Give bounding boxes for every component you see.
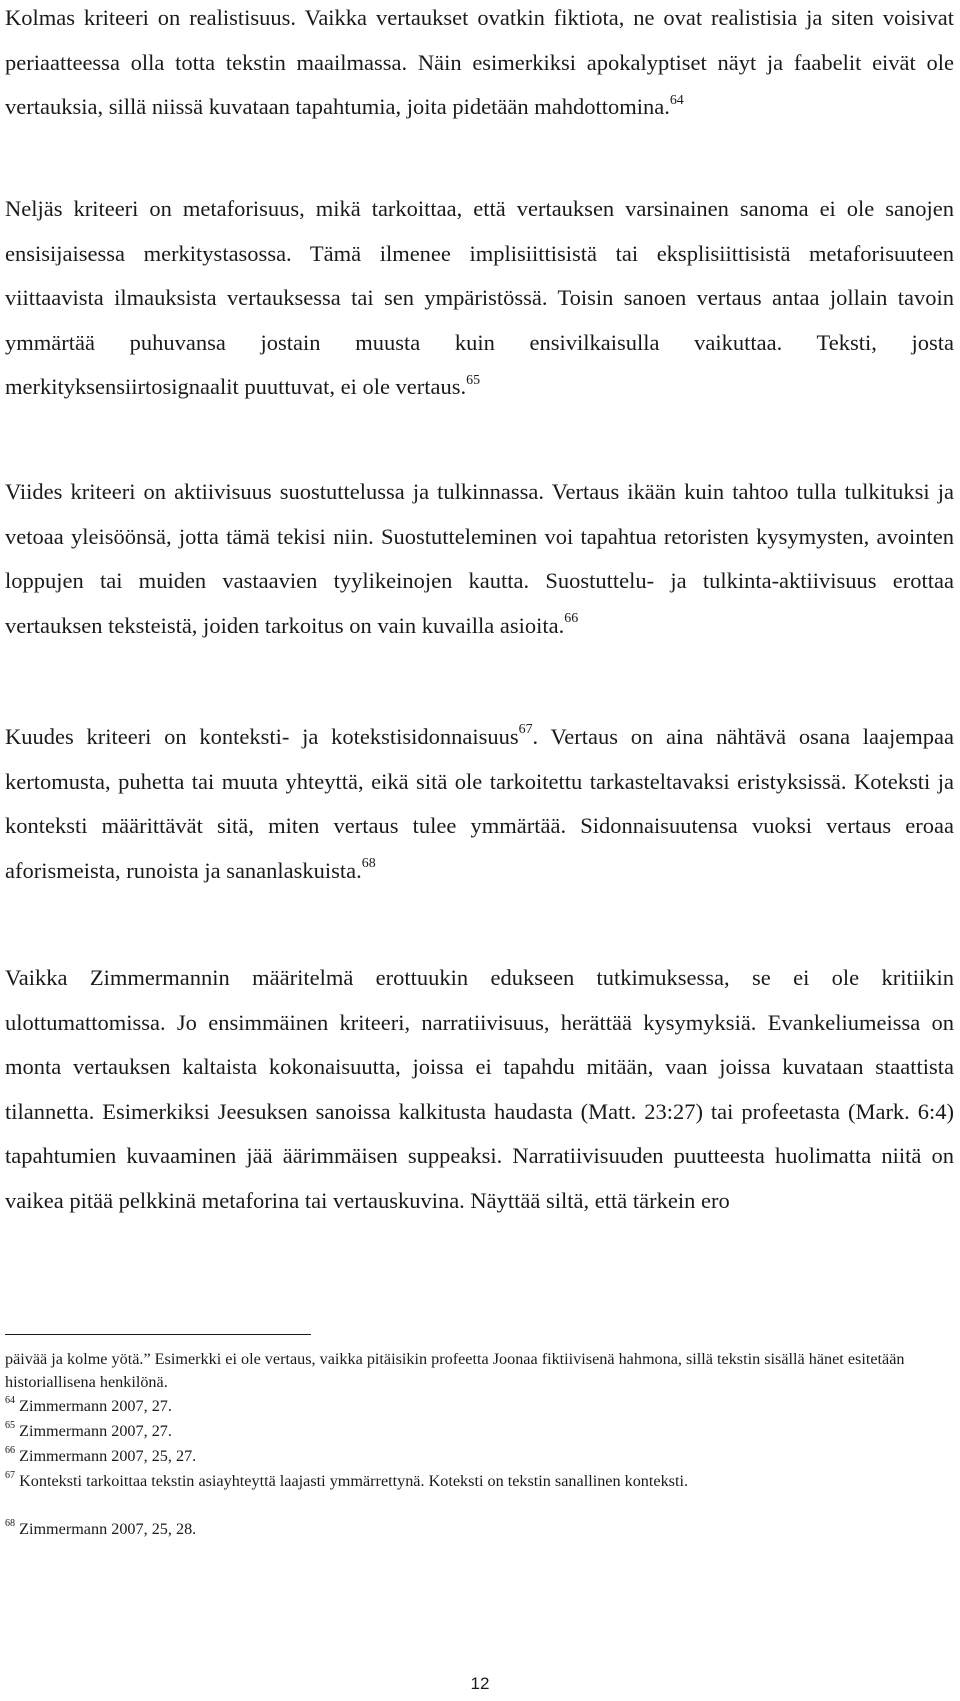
footnote-text: Zimmermann 2007, 25, 28. xyxy=(19,1520,197,1538)
paragraph-text: Vaikka Zimmermannin määritelmä erottuukin edukseen tutkimuksessa, se ei ole kritiikin ulottumattomissa. Jo ensimmäinen kriteeri, narratiivisuus, herättää kysymyksiä. Evankeliumeissa on monta vertauksen kaltaista kokonaisuutta, joissa ei tapahdu mitään, vaan joissa kuvataan staattista tilannetta. Esimerkiksi Jeesuksen sanoissa kalkitusta haudasta (Matt. 23:27) tai profeetasta (Mark. 6:4) tapahtumien kuvaaminen jää äärimmäisen suppeaksi. Narratiivisuuden puutteesta huolimatta niitä on vaikea pitää pelkkinä metaforina tai vertauskuvina. Näyttää siltä, että tärkein ero xyxy=(5,965,954,1213)
footnote-ref: 64 xyxy=(669,92,684,108)
footnote-ref: 68 xyxy=(361,856,376,872)
footnote-number: 67 xyxy=(5,1470,16,1482)
paragraph-realism xyxy=(5,0,954,130)
footnote-text: Zimmermann 2007, 25, 27. xyxy=(19,1447,197,1465)
paragraph-activity xyxy=(5,470,954,648)
paragraph-text: . Vertaus on aina nähtävä osana laajempaa kertomusta, puhetta tai muuta yhteyttä, eikä sitä ole tarkoitettu tarkasteltavaksi eristyksissä. Koteksti ja konteksti määrittävät sitä, miten vertaus tulee ymmärtää. Sidonnaisuutensa vuoksi vertaus eroaa aforismeista, runoista ja sananlaskuista. xyxy=(5,724,954,883)
paragraph-metaphoricity xyxy=(5,187,954,410)
footnote-number: 66 xyxy=(5,1445,16,1457)
footnote-text: Konteksti tarkoittaa tekstin asiayhteyttä laajasti ymmärrettynä. Koteksti on tekstin sanallinen konteksti. xyxy=(19,1472,689,1490)
footnote-65 xyxy=(5,1420,935,1443)
footnote-number: 68 xyxy=(5,1518,16,1530)
footnote-67 xyxy=(5,1470,935,1493)
paragraph-critique xyxy=(5,956,954,1224)
footnote-ref: 65 xyxy=(466,372,481,388)
footnote-separator xyxy=(5,1334,311,1335)
footnote-number: 64 xyxy=(5,1395,16,1407)
footnote-66 xyxy=(5,1445,935,1468)
paragraph-text: Neljäs kriteeri on metaforisuus, mikä tarkoittaa, että vertauksen varsinainen sanoma ei ole sanojen ensisijaisessa merkitystasossa. Tämä ilmenee implisiittisistä tai eksplisiittisistä metaforisuuteen viittaavista ilmauksista vertauksessa tai sen ympäristössä. Toisin sanoen vertaus antaa jollain tavoin ymmärtää puhuvansa jostain muusta kuin ensivilkaisulla vaikuttaa. Teksti, josta merkityksensiirtosignaalit puuttuvat, ei ole vertaus. xyxy=(5,196,954,400)
footnote-ref: 67 xyxy=(518,722,533,738)
page-number: 12 xyxy=(470,1674,490,1693)
paragraph-text: Kolmas kriteeri on realistisuus. Vaikka vertaukset ovatkin fiktiota, ne ovat realistisia ja siten voisivat periaatteessa olla totta tekstin maailmassa. Näin esimerkiksi apokalyptiset näyt ja faabelit eivät ole vertauksia, sillä niissä kuvataan tapahtumia, joita pidetään mahdottomina. xyxy=(5,5,954,120)
footnote-text: Zimmermann 2007, 27. xyxy=(19,1422,172,1440)
footnote-64 xyxy=(5,1395,935,1418)
footnote-continued: päivää ja kolme yötä.” Esimerkki ei ole vertaus, vaikka pitäisikin profeetta Joonaa fiktiivisenä hahmona, sillä tekstin sisällä hänet esitetään historiallisena henkilönä. xyxy=(5,1350,905,1391)
paragraph-text: Viides kriteeri on aktiivisuus suostuttelussa ja tulkinnassa. Vertaus ikään kuin tahtoo tulla tulkituksi ja vetoaa yleisöönsä, jotta tämä tekisi niin. Suostutteleminen voi tapahtua retoristen kysymysten, avointen loppujen tai muiden vastaavien tyylikeinojen kautta. Suostuttelu- ja tulkinta-aktiivisuus erottaa vertauksen teksteistä, joiden tarkoitus on vain kuvailla asioita. xyxy=(5,479,954,638)
footnote-ref: 66 xyxy=(564,611,579,627)
footnote-number: 65 xyxy=(5,1420,16,1432)
paragraph-text: Kuudes kriteeri on konteksti- ja kotekstisidonnaisuus xyxy=(5,724,519,749)
paragraph-context xyxy=(5,715,954,893)
footnote-68 xyxy=(5,1518,935,1541)
footnote-text: Zimmermann 2007, 27. xyxy=(19,1397,172,1415)
